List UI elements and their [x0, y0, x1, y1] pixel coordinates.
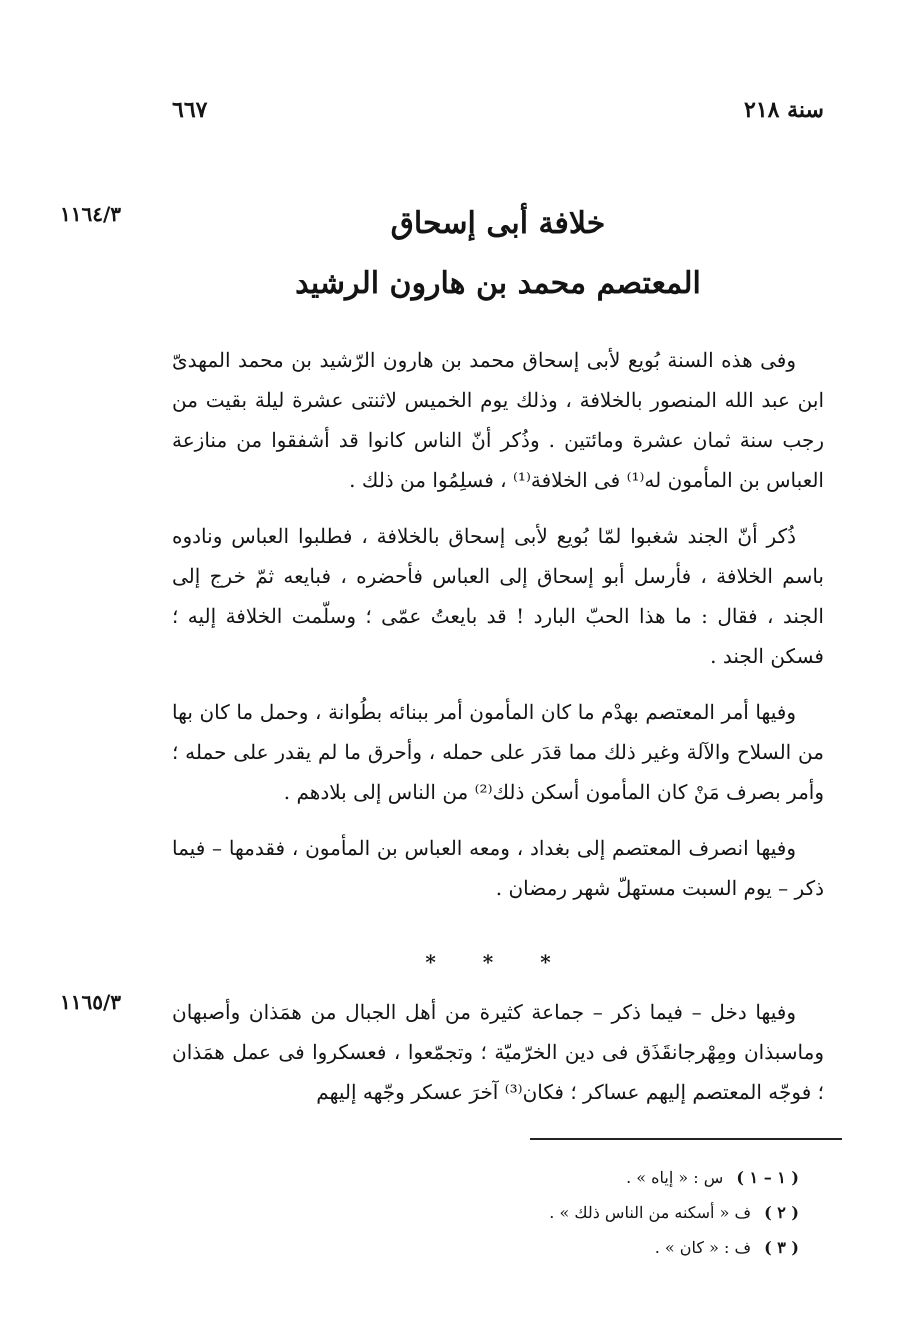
- footnotes: [172, 1160, 799, 1265]
- footnote-text: ف : « كان » .: [654, 1238, 752, 1257]
- chapter-title: خلافة أبى إسحاق: [390, 206, 606, 241]
- main-text-continued: [172, 992, 824, 1112]
- footnote: [172, 1230, 799, 1265]
- footnote-number: ( ٢ ): [764, 1203, 799, 1222]
- footnote-text: ف « أسكنه من الناس ذلك » .: [549, 1203, 752, 1222]
- footnote-number: ( ٣ ): [764, 1238, 799, 1257]
- chapter-subtitle: المعتصم محمد بن هارون الرشيد: [295, 266, 701, 301]
- footnote: [172, 1195, 799, 1230]
- paragraph: وفى هذه السنة بُويع لأبى إسحاق محمد بن هارون الرّشيد بن محمد المهدىّ ابن عبد الله المنصور بالخلافة ، وذلك يوم الخميس لاثنتى عشرة ليلة بقيت من رجب سنة ثمان عشرة ومائتين . وذُكر أنّ الناس كانوا قد أشفقوا من منازعة العباس بن المأمون له⁽¹⁾ فى الخلافة⁽¹⁾ ، فسلِمُوا من ذلك .: [172, 348, 824, 492]
- paragraph: وفيها دخل – فيما ذكر – جماعة كثيرة من أهل الجبال من همَذان وأصبهان وماسبذان ومِهْرجانقَذَق فى دين الخرّميّة ؛ وتجمّعوا ، فعسكروا فى عمل همَذان ؛ فوجّه المعتصم إليهم عساكر ؛ فكان⁽³⁾ آخرَ عسكر وجّهه إليهم: [172, 1000, 824, 1104]
- margin-reference: ١١٦٤/٣: [60, 202, 122, 226]
- section-separator: * * *: [425, 950, 571, 974]
- margin-reference: ١١٦٥/٣: [60, 990, 122, 1014]
- page-number: ٦٦٧: [172, 97, 208, 123]
- paragraph: وفيها انصرف المعتصم إلى بغداد ، ومعه العباس بن المأمون ، فقدمها – فيما ذكر – يوم السبت مستهلّ شهر رمضان .: [172, 836, 824, 900]
- running-head: [172, 92, 824, 128]
- footnote: [172, 1160, 799, 1195]
- footnote-text: س : « إياه » .: [626, 1168, 724, 1187]
- paragraph: ذُكر أنّ الجند شغبوا لمّا بُويع لأبى إسحاق بالخلافة ، فطلبوا العباس ونادوه باسم الخلافة ، فأرسل أبو إسحاق إلى العباس فأحضره ، فبايعه ثمّ خرج إلى الجند ، فقال : ما هذا الحبّ البارد ! قد بايعتُ عمّى ؛ وسلّمت الخلافة إليه ؛ فسكن الجند .: [172, 524, 824, 668]
- footnote-number: ( ١ – ١ ): [736, 1168, 799, 1187]
- footnote-divider: [530, 1138, 842, 1140]
- main-text: [172, 340, 824, 908]
- paragraph: وفيها أمر المعتصم بهدْم ما كان المأمون أمر ببنائه بطُوانة ، وحمل ما كان بها من السلاح والآلة وغير ذلك مما قدَر على حمله ، وأحرق ما لم يقدر على حمله ؛ وأمر بصرف مَنْ كان المأمون أسكن ذلك⁽²⁾ من الناس إلى بلادهم .: [172, 700, 824, 804]
- year-label: سنة ٢١٨: [744, 97, 824, 123]
